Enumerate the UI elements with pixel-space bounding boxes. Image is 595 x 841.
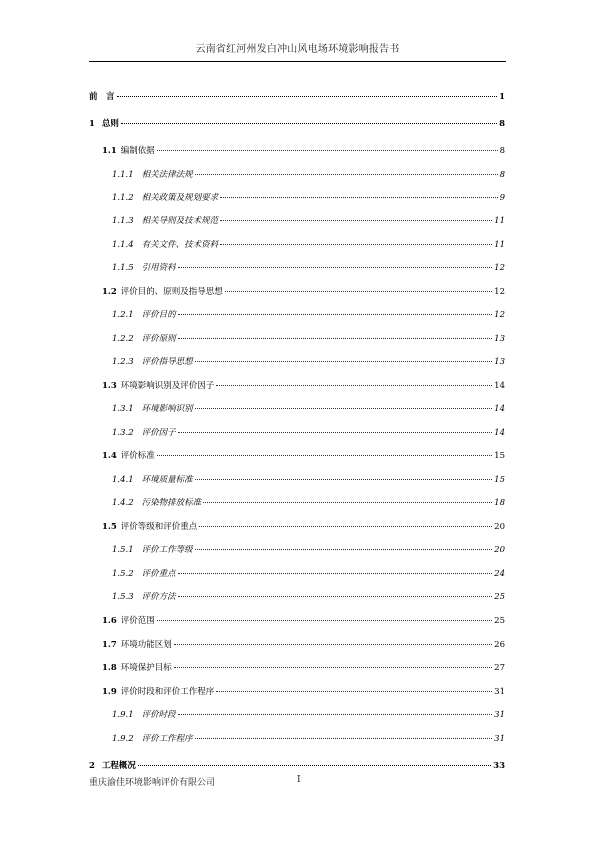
toc-entry-label: 评价工作等级: [141, 545, 193, 555]
toc-leader-dots: [117, 96, 498, 97]
toc-entry-page: 12: [494, 263, 505, 273]
toc-leader-dots: [195, 408, 493, 409]
toc-entry-page: 15: [494, 475, 505, 485]
toc-entry-page: 1: [499, 92, 505, 102]
toc-leader-dots: [195, 549, 493, 550]
toc-entry-number: 1.3.2: [112, 428, 134, 438]
toc-entry-page: 14: [494, 404, 505, 414]
toc-entry-number: 1.9: [102, 687, 117, 697]
toc-entry-label: 评价范围: [120, 616, 155, 626]
toc-entry-page: 13: [494, 334, 505, 344]
toc-entry-number: 1.1: [102, 146, 117, 156]
toc-entry-number: 1.2.1: [112, 310, 134, 320]
toc-leader-dots: [138, 765, 491, 766]
toc-entry-1-1-2[interactable]: [112, 191, 505, 203]
toc-entry-label: 评价因子: [141, 428, 176, 438]
toc-entry-label: 评价标准: [120, 451, 155, 461]
toc-entry-1-3-1[interactable]: [112, 402, 505, 414]
toc-leader-dots: [220, 197, 497, 198]
toc-entry-label: 评价等级和评价重点: [120, 522, 198, 532]
toc-entry-label: 相关政策及规划要求: [141, 193, 219, 203]
toc-entry-number: 1.9.1: [112, 710, 134, 720]
toc-entry-page: 8: [499, 170, 505, 180]
toc-entry-1-9-2[interactable]: [112, 732, 505, 744]
toc-entry-label: 引用资料: [141, 263, 176, 273]
footer-company-name: 重庆渝佳环境影响评价有限公司: [89, 778, 216, 788]
toc-entry-number: 1.1.5: [112, 263, 134, 273]
toc-entry-number: 1.2.3: [112, 357, 134, 367]
toc-entry-label: 环境影响识别及评价因子: [120, 381, 215, 391]
toc-leader-dots: [195, 174, 498, 175]
toc-entry-page: 25: [494, 616, 505, 626]
toc-entry-number: 1.2.2: [112, 334, 134, 344]
toc-entry-page: 31: [494, 687, 505, 697]
toc-leader-dots: [157, 150, 498, 151]
toc-leader-dots: [178, 432, 493, 433]
toc-leader-dots: [195, 738, 493, 739]
toc-leader-dots: [216, 385, 492, 386]
toc-entry-page: 27: [494, 663, 505, 673]
toc-leader-dots: [203, 502, 492, 503]
toc-entry-label: 评价方法: [141, 592, 176, 602]
toc-entry-label: 评价重点: [141, 569, 176, 579]
toc-entry-label: 相关法律法规: [141, 170, 193, 180]
toc-entry-1-8[interactable]: [102, 661, 505, 673]
toc-entry-1-1-3[interactable]: [112, 214, 505, 226]
toc-entry-1-2-1[interactable]: [112, 308, 505, 320]
toc-entry-page: 31: [494, 734, 505, 744]
toc-leader-dots: [178, 596, 493, 597]
toc-entry-label: 环境质量标准: [141, 475, 193, 485]
toc-leader-dots: [174, 667, 492, 668]
toc-entry-page: 25: [494, 592, 505, 602]
toc-entry-1-4-1[interactable]: [112, 473, 505, 485]
toc-entry-label: 环境影响识别: [141, 404, 193, 414]
toc-entry-number: 1.8: [102, 663, 117, 673]
toc-entry-number: 1.1.4: [112, 240, 134, 250]
toc-entry-number: 1.1.1: [112, 170, 134, 180]
toc-entry-1-3[interactable]: [102, 379, 505, 391]
toc-leader-dots: [220, 244, 492, 245]
toc-leader-dots: [178, 714, 493, 715]
toc-entry-label: 评价时段: [141, 710, 176, 720]
toc-entry-page: 8: [499, 119, 505, 129]
toc-leader-dots: [121, 123, 497, 124]
toc-entry-label: 前 言: [89, 92, 115, 102]
toc-entry-page: 15: [494, 451, 505, 461]
toc-entry-page: 33: [493, 761, 505, 771]
toc-leader-dots: [178, 267, 493, 268]
toc-entry-1-7[interactable]: [102, 638, 505, 650]
toc-entry-page: 14: [494, 428, 505, 438]
toc-entry-1-5-3[interactable]: [112, 590, 505, 602]
toc-entry-page: 31: [494, 710, 505, 720]
toc-entry-1-4-2[interactable]: [112, 496, 505, 508]
toc-entry-1-5-2[interactable]: [112, 567, 505, 579]
toc-entry-1-9-1[interactable]: [112, 708, 505, 720]
header-divider: [89, 61, 506, 62]
toc-leader-dots: [157, 620, 492, 621]
toc-entry-page: 12: [494, 287, 505, 297]
toc-entry-page: 14: [494, 381, 505, 391]
toc-entry-1-1-5[interactable]: [112, 261, 505, 273]
toc-entry-number: 1.7: [102, 640, 117, 650]
toc-entry-label: 有关文件、技术资料: [141, 240, 219, 250]
toc-leader-dots: [216, 691, 492, 692]
toc-leader-dots: [220, 220, 492, 221]
toc-entry-number: 1.5.2: [112, 569, 134, 579]
toc-entry-label: 评价工作程序: [141, 734, 193, 744]
toc-entry-preface[interactable]: [89, 90, 505, 102]
toc-entry-page: 8: [499, 146, 505, 156]
toc-entry-number: 1.3.1: [112, 404, 134, 414]
document-header-title: 云南省红河州发白冲山风电场环境影响报告书: [195, 44, 400, 55]
toc-leader-dots: [178, 314, 493, 315]
toc-entry-label: 工程概况: [101, 761, 136, 771]
toc-entry-page: 24: [494, 569, 505, 579]
toc-entry-label: 污染物排放标准: [141, 498, 202, 508]
toc-entry-page: 20: [494, 545, 505, 555]
toc-entry-label: 相关导则及技术规范: [141, 216, 219, 226]
toc-leader-dots: [225, 291, 492, 292]
toc-leader-dots: [157, 455, 492, 456]
toc-entry-label: 编制依据: [120, 146, 155, 156]
toc-entry-number: 1.5: [102, 522, 117, 532]
toc-entry-1-2-3[interactable]: [112, 355, 505, 367]
toc-leader-dots: [174, 644, 492, 645]
toc-entry-number: 1.2: [102, 287, 117, 297]
toc-leader-dots: [195, 479, 493, 480]
footer-page-number: I: [297, 775, 301, 785]
toc-entry-1-1-1[interactable]: [112, 168, 505, 180]
toc-entry-number: 1.3: [102, 381, 117, 391]
toc-entry-page: 9: [499, 193, 505, 203]
toc-entry-1-3-2[interactable]: [112, 426, 505, 438]
toc-entry-page: 18: [494, 498, 505, 508]
toc-leader-dots: [195, 361, 493, 362]
toc-entry-1-2-2[interactable]: [112, 332, 505, 344]
toc-entry-number: 1.9.2: [112, 734, 134, 744]
toc-entry-1-1[interactable]: [102, 144, 505, 156]
toc-entry-number: 2: [89, 761, 95, 771]
toc-entry-label: 评价目的、原则及指导思想: [120, 287, 223, 297]
toc-leader-dots: [199, 526, 492, 527]
toc-leader-dots: [178, 338, 493, 339]
toc-entry-number: 1.6: [102, 616, 117, 626]
toc-entry-1-5-1[interactable]: [112, 543, 505, 555]
toc-entry-number: 1.1.2: [112, 193, 134, 203]
toc-entry-1-9[interactable]: [102, 685, 505, 697]
toc-entry-page: 20: [494, 522, 505, 532]
toc-entry-1-6[interactable]: [102, 614, 505, 626]
toc-entry-page: 26: [494, 640, 505, 650]
toc-entry-chapter-2[interactable]: [89, 759, 505, 771]
toc-entry-number: 1.1.3: [112, 216, 134, 226]
toc-entry-label: 环境保护目标: [120, 663, 172, 673]
toc-entry-page: 13: [494, 357, 505, 367]
toc-entry-page: 11: [494, 240, 505, 250]
toc-entry-page: 12: [494, 310, 505, 320]
toc-entry-label: 评价指导思想: [141, 357, 193, 367]
toc-entry-number: 1.4.2: [112, 498, 134, 508]
toc-entry-number: 1.4: [102, 451, 117, 461]
toc-entry-number: 1: [89, 119, 95, 129]
toc-entry-label: 评价原则: [141, 334, 176, 344]
toc-entry-chapter-1[interactable]: [89, 117, 505, 129]
toc-entry-label: 评价时段和评价工作程序: [120, 687, 215, 697]
toc-entry-1-2[interactable]: [102, 285, 505, 297]
toc-leader-dots: [178, 573, 493, 574]
toc-entry-1-1-4[interactable]: [112, 238, 505, 250]
toc-entry-1-5[interactable]: [102, 520, 505, 532]
toc-entry-1-4[interactable]: [102, 449, 505, 461]
toc-entry-label: 总则: [101, 119, 119, 129]
toc-entry-label: 环境功能区划: [120, 640, 172, 650]
toc-entry-page: 11: [494, 216, 505, 226]
toc-entry-label: 评价目的: [141, 310, 176, 320]
toc-entry-number: 1.5.3: [112, 592, 134, 602]
toc-entry-number: 1.4.1: [112, 475, 134, 485]
toc-entry-number: 1.5.1: [112, 545, 134, 555]
